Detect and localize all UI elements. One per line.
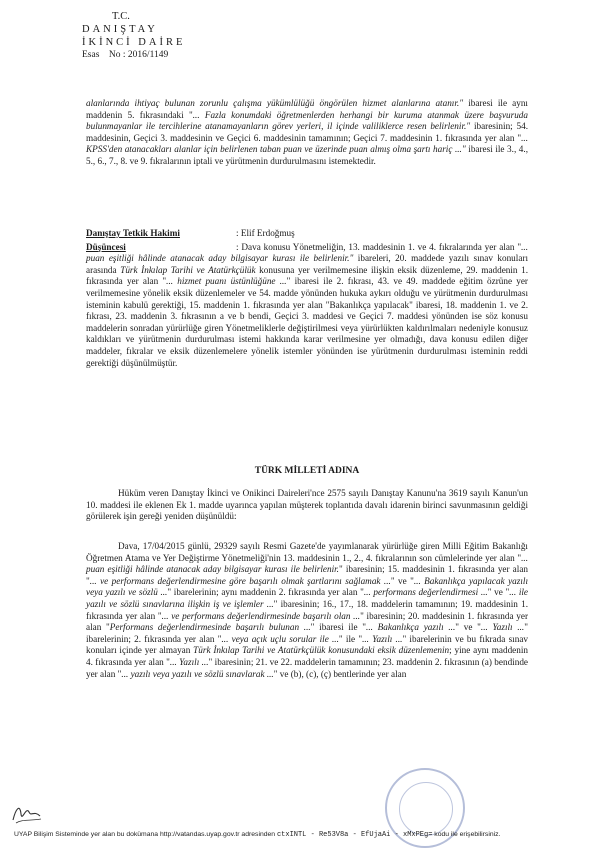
footer-prefix: UYAP Bilişim Sisteminde yer alan bu dokümana http://vatandas.uyap.gov.tr adresinden — [14, 831, 276, 838]
dava-quote-24: Türk İnkılap Tarihi ve Atatürkçülük konusundaki eksik düzenlemenin — [193, 645, 450, 656]
dusunce-label: Düşüncesi — [86, 241, 126, 252]
header-case-number — [82, 49, 242, 62]
esas-label: Esas — [82, 50, 100, 60]
intro-text-2: ibaresi ile aynı maddenin 5. fıkrasındaki " — [86, 98, 528, 120]
dava-quote-2: ... puan eşitliği hâlinde atanacak aday bilgisayar kurası ile belirlenir. — [86, 552, 528, 575]
hukum-paragraph — [86, 488, 528, 523]
intro-text-6: ibaresi ile 3., 4., 5., 6., 7., 8. ve 9. fıkralarının iptali ve yürütmenin durdurulmasını istemektedir. — [86, 144, 528, 166]
dava-paragraph — [86, 541, 528, 680]
dava-quote-18: ... Yazılı ... — [480, 622, 525, 633]
dava-quote-10: ... ile yazılı ve sözlü sınavlarına ilişkin iş ve işlemler ... — [86, 587, 528, 609]
dava-quote-4: ... ve performans değerlendirmesine göre başarılı olmak şartlarını sağlamak ... — [89, 575, 391, 586]
tetkik-row — [86, 228, 528, 240]
intro-paragraph — [86, 98, 528, 168]
dava-text-29: " ve (b), (c), (ç) bentlerinde yer alan — [273, 668, 407, 679]
dava-text-5: " ve " — [390, 575, 414, 586]
dava-text-11: " ibaresinin; 16., 17., 18. maddelerin tamamının; 19. maddesinin 1. fıkrasında yer alan " — [86, 598, 528, 621]
dava-text-17: " ve " — [455, 622, 481, 633]
dava-quote-20: ... veya açık uçlu sorular ile ... — [221, 633, 339, 644]
dusunce-paragraph — [86, 242, 528, 370]
dava-text-21: " ile " — [338, 633, 363, 644]
dusunce-text-5: konusuna yer verilmemesine ilişkin eksik düzenleme, 29. maddenin 1. fıkrasında yer alan " — [86, 264, 529, 287]
intro-quote-1: alanlarında ihtiyaç bulunan zorunlu çalışma yükümlülüğü öngörülen hizmet alanlarına atanır." — [86, 98, 464, 108]
no-label: No — [108, 50, 121, 60]
dava-text-27: " ibaresinin; 21. ve 22. maddelerin tamamının; 23. maddenin 2. fıkrasının (a) bendinde yer alan " — [86, 656, 528, 679]
document-header — [82, 10, 242, 62]
dava-text-19: " ibarelerinin; 2. fıkrasında yer alan " — [86, 622, 528, 644]
hukum-text: Hüküm veren Danıştay İkinci ve Onikinci Daireleri'nce 2575 sayılı Danıştay Kanunu'na 3619 sayılı Kanun'un 10. maddesi ile eklenen Ek 1. madde uyarınca yapılan müşterek toplantıda davalı idarenin birinci savunmasının geldiği görülerek işin gereği yeniden düşünüldü: — [86, 488, 528, 522]
header-tc: T.C. — [112, 11, 130, 22]
dusunce-text-3: ibareleri, 20. maddede yazılı sınav konuları arasında — [86, 253, 529, 275]
signature-icon — [10, 800, 44, 826]
footer-access-code: ctxINTL - Re53V8a - EfUjaAi - xMxPEg= — [276, 831, 433, 839]
header-chamber: İKİNCİ DAİRE — [82, 37, 186, 48]
dusunce-text-7: " ibaresi ile 2. fıkrası, 43. ve 49. maddede eğitim özrüne yer verilmemesine yönelik eksik düzenlemeler ve 54. madde yönünden hukuka aykırı olduğu ve yürütmenin durdurulması isteminin kabulü gerektiği, 15. maddenin 1. fıkrasında yer alan "Bakanlıkça yapılacak" ibaresi, 18. maddenin 1. ve 2. fıkrası, 23. maddenin 3. fıkrasının a ve b bendi, Geçici 3. maddesi ve Geçici 7. maddesi yönünden ise söz konusu maddelerin sonradan yürürlüğe giren Yönetmeliklerle değiştirilmesi veya yürürlükten kaldırılmaları nedeniyle konusuz kaldıkları ve yürütmenin durdurulması istemi hakkında karar verilmesine yer olmadığı, dava konusu edilen diğer maddeler, fıkralar ve eksik düzenlemelere yönelik istemler yönünden ise yürütmenin durdurulması isteminin reddi gerektiği düşünülmüştür. — [86, 276, 528, 368]
dava-text-15: " ibaresi ile " — [310, 622, 367, 633]
dava-text-7: " ibarelerinin; aynı maddenin 2. fıkrasında yer alan " — [167, 587, 364, 598]
dava-text-9: " ve " — [487, 587, 510, 598]
dava-quote-8: ... performans değerlendirmesi ... — [363, 587, 488, 598]
footer-suffix: kodu ile erişebilirsiniz. — [434, 831, 501, 838]
tetkik-label: Danıştay Tetkik Hakimi — [86, 228, 180, 238]
no-value: : 2016/1149 — [122, 50, 169, 60]
dusunce-text-1: : Dava konusu Yönetmeliğin, 13. maddesinin 1. ve 4. fıkralarında yer alan " — [236, 241, 522, 252]
dava-quote-26: ... Yazılı ... — [169, 656, 209, 667]
opinion-section — [86, 228, 528, 369]
dava-quote-28: ... yazılı veya yazılı ve sözlü sınavlarak ... — [121, 668, 274, 679]
dusunce-quote-2: ... puan eşitliği hâlinde atanacak aday bilgisayar kurası ile belirlenir." — [86, 241, 528, 264]
tetkik-value: : Elif Erdoğmuş — [236, 228, 295, 238]
dava-text-13: " ibaresinin; 20. maddesinin 1. fıkrasında yer alan " — [86, 610, 529, 633]
uyap-footer — [14, 830, 590, 840]
dava-quote-12: ... ve performans değerlendirmesinde başarılı olan ... — [161, 610, 361, 621]
dava-quote-6: ... Bakanlıkça yapılacak yazılı veya yazılı ve sözlü ... — [86, 575, 528, 598]
dava-text-1: Dava, 17/04/2015 günlü, 29329 sayılı Resmi Gazete'de yayımlanarak yürürlüğe giren Milli Eğitim Bakanlığı Öğretmen Atama ve Yer Değiştirme Yönetmeliği'nin 13. maddesinin 1., 2., 4. fıkralarının son cümlelerinde yer alan " — [86, 541, 528, 563]
dava-text-23: " ibarelerinin ve bu fıkrada sınav konuları içinde yer almayan — [86, 633, 528, 656]
dava-quote-22: ... Yazılı ... — [362, 633, 403, 644]
header-court: DANIŞTAY — [82, 24, 158, 35]
intro-quote-5: ... KPSS'den atanacakları alanlar için belirlenen taban puan ve üzerinde puan almış olma şartı hariç ..." — [86, 132, 528, 155]
dusunce-quote-6: ... hizmet puanı üstünlüğüne ... — [166, 276, 287, 287]
dava-text-25: ; yine aynı maddenin 4. fıkrasında yer alan " — [86, 645, 528, 667]
intro-text-4: ibaresinin; 54. maddesinin, Geçici 3. maddesinin ve Geçici 6. maddesinin tamamının; Geçici 7. maddesinin 1. fıkrasında yer alan " — [86, 121, 528, 143]
intro-quote-3: ... Fazla konumdaki öğretmenlerden herhangi bir kuruma atanmak üzere başvuruda bulunmayanlar ile tercihlerine atanamayanların görev yerleri, il içinde valiliklerce resen belirlenir." — [86, 109, 528, 132]
dava-quote-16: ... Bakanlıkça yazılı ... — [366, 622, 456, 633]
dava-text-3: " ibaresinin; 15. maddesinin 1. fıkrasında yer alan " — [86, 564, 528, 586]
dusunce-quote-4: Türk İnkılap Tarihi ve Atatürkçülük — [120, 264, 256, 275]
section-heading: TÜRK MİLLETİ ADINA — [254, 466, 360, 476]
dava-quote-14: Performans değerlendirmesinde başarılı bulunan ... — [109, 622, 311, 633]
